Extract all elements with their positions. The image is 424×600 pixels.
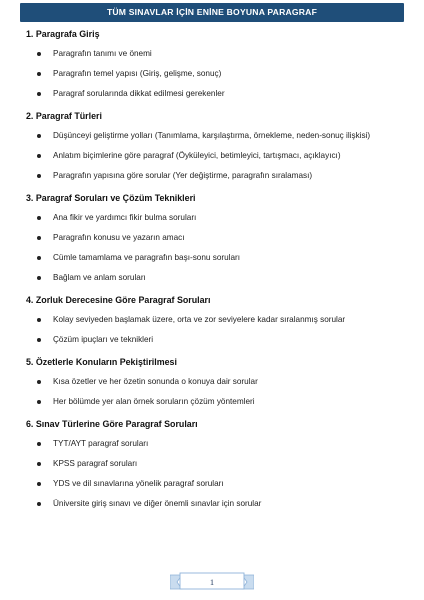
list-item xyxy=(26,498,398,509)
list-item xyxy=(26,130,398,141)
list-item xyxy=(26,170,398,181)
section-item-list xyxy=(26,314,398,345)
page-footer xyxy=(170,572,254,592)
bullet-icon xyxy=(37,52,41,56)
list-item xyxy=(26,458,398,469)
list-item xyxy=(26,334,398,345)
list-item-text: Ana fikir ve yardımcı fikir bulma soruları xyxy=(53,213,197,222)
page-header-banner: TÜM SINAVLAR İÇİN ENİNE BOYUNA PARAGRAF xyxy=(20,3,404,22)
bullet-icon xyxy=(37,502,41,506)
list-item-text: Kısa özetler ve her özetin sonunda o konuya dair sorular xyxy=(53,377,258,386)
bullet-icon xyxy=(37,92,41,96)
bullet-icon xyxy=(37,72,41,76)
list-item-text: Paragrafın yapısına göre sorular (Yer değiştirme, paragrafın sıralaması) xyxy=(53,171,313,180)
list-item-text: Paragrafın konusu ve yazarın amacı xyxy=(53,233,185,242)
list-item xyxy=(26,48,398,59)
section-zorluk-derecesi xyxy=(26,294,398,345)
section-ozetler xyxy=(26,356,398,407)
section-paragraf-sorulari xyxy=(26,192,398,283)
list-item-text: Paragrafın temel yapısı (Giriş, gelişme, sonuç) xyxy=(53,69,222,78)
bullet-icon xyxy=(37,482,41,486)
list-item-text: Cümle tamamlama ve paragrafın başı-sonu soruları xyxy=(53,253,241,262)
list-item xyxy=(26,212,398,223)
section-item-list xyxy=(26,130,398,181)
section-title: 3. Paragraf Soruları ve Çözüm Teknikleri xyxy=(26,193,196,203)
list-item-text: Paragrafın tanımı ve önemi xyxy=(53,49,152,58)
section-paragraf-giris xyxy=(26,28,398,99)
bullet-icon xyxy=(37,400,41,404)
list-item xyxy=(26,252,398,263)
section-title: 4. Zorluk Derecesine Göre Paragraf Soruları xyxy=(26,295,211,305)
list-item-text: KPSS paragraf soruları xyxy=(53,459,138,468)
list-item xyxy=(26,88,398,99)
bullet-icon xyxy=(37,442,41,446)
list-item xyxy=(26,314,398,325)
list-item-text: Anlatım biçimlerine göre paragraf (Öyküleyici, betimleyici, tartışmacı, açıklayıcı) xyxy=(53,151,341,160)
list-item xyxy=(26,376,398,387)
table-of-contents xyxy=(26,28,398,520)
bullet-icon xyxy=(37,276,41,280)
section-item-list xyxy=(26,438,398,509)
section-title: 6. Sınav Türlerine Göre Paragraf Soruları xyxy=(26,419,198,429)
list-item-text: Kolay seviyeden başlamak üzere, orta ve zor seviyelere kadar sıralanmış sorular xyxy=(53,315,346,324)
bullet-icon xyxy=(37,236,41,240)
list-item-text: Her bölümde yer alan örnek soruların çözüm yöntemleri xyxy=(53,397,255,406)
list-item-text: Düşünceyi geliştirme yolları (Tanımlama, karşılaştırma, örnekleme, neden-sonuç ilişkisi) xyxy=(53,131,371,140)
section-item-list xyxy=(26,212,398,283)
list-item-text: TYT/AYT paragraf soruları xyxy=(53,439,149,448)
section-paragraf-turleri xyxy=(26,110,398,181)
bullet-icon xyxy=(37,134,41,138)
bullet-icon xyxy=(37,462,41,466)
section-title: 5. Özetlerle Konuların Pekiştirilmesi xyxy=(26,357,177,367)
bullet-icon xyxy=(37,174,41,178)
bullet-icon xyxy=(37,318,41,322)
bullet-icon xyxy=(37,154,41,158)
list-item xyxy=(26,232,398,243)
list-item xyxy=(26,68,398,79)
page-number: 1 xyxy=(209,577,215,587)
list-item-text: Üniversite giriş sınavı ve diğer önemli sınavlar için sorular xyxy=(53,499,262,508)
bullet-icon xyxy=(37,256,41,260)
list-item xyxy=(26,150,398,161)
bullet-icon xyxy=(37,338,41,342)
list-item-text: YDS ve dil sınavlarına yönelik paragraf soruları xyxy=(53,479,224,488)
list-item xyxy=(26,478,398,489)
bullet-icon xyxy=(37,380,41,384)
section-title: 1. Paragrafa Giriş xyxy=(26,29,100,39)
section-item-list xyxy=(26,376,398,407)
section-title: 2. Paragraf Türleri xyxy=(26,111,102,121)
bullet-icon xyxy=(37,216,41,220)
section-item-list xyxy=(26,48,398,99)
section-sinav-turleri xyxy=(26,418,398,509)
list-item xyxy=(26,396,398,407)
list-item xyxy=(26,438,398,449)
list-item xyxy=(26,272,398,283)
list-item-text: Paragraf sorularında dikkat edilmesi gerekenler xyxy=(53,89,225,98)
list-item-text: Bağlam ve anlam soruları xyxy=(53,273,146,282)
list-item-text: Çözüm ipuçları ve teknikleri xyxy=(53,335,154,344)
